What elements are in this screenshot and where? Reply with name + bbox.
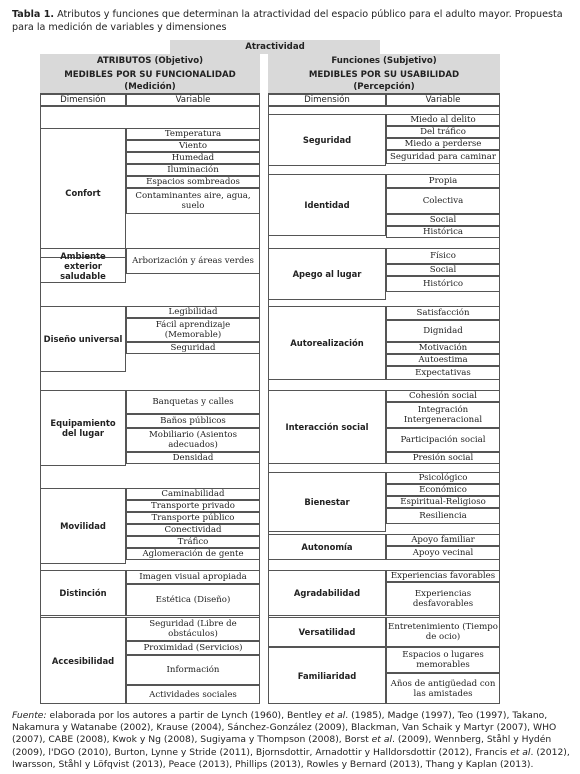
- left-variable-0-5: Contaminantes aire, agua, suelo: [135, 191, 251, 211]
- left-variable-3-2: Mobiliario (Asientos adecuados): [149, 430, 237, 450]
- left-variable-6-0: Seguridad (Libre de obstáculos): [149, 619, 237, 639]
- table-title: Atractividad: [170, 40, 380, 54]
- right-dimension-5: Bienestar: [304, 497, 350, 507]
- right-col-dimension: Dimensión: [304, 95, 350, 105]
- right-subheader-note: (Percepción): [268, 80, 500, 93]
- right-dimension-0: Seguridad: [302, 135, 352, 145]
- right-variable-1-2: Social: [429, 215, 457, 225]
- left-variable-2-1: Fácil aprendizaje (Memorable): [155, 320, 231, 340]
- right-variable-6-0: Apoyo familiar: [411, 535, 475, 545]
- left-variable-5-0: Imagen visual apropiada: [139, 572, 247, 582]
- left-variable-4-5: Aglomeración de gente: [142, 549, 244, 559]
- left-variable-6-2: Información: [166, 665, 220, 675]
- left-dimension-4: Movilidad: [60, 521, 106, 531]
- left-variable-3-1: Baños públicos: [160, 416, 226, 426]
- right-variable-3-1: Dignidad: [423, 326, 463, 336]
- left-variable-6-1: Proximidad (Servicios): [143, 643, 243, 653]
- right-variable-9-1: Años de antigüedad con las amistades: [390, 678, 496, 699]
- right-variable-0-2: Miedo a perderse: [404, 139, 482, 149]
- right-dimension-9: Familiaridad: [297, 670, 357, 681]
- right-variable-3-3: Autoestima: [418, 355, 468, 365]
- right-variable-2-2: Histórico: [422, 279, 464, 289]
- right-variable-7-1: Experiencias desfavorables: [412, 589, 474, 609]
- left-variable-2-0: Legibilidad: [168, 307, 218, 317]
- left-dimension-6: Accesibilidad: [51, 655, 115, 666]
- left-variable-4-3: Conectividad: [164, 525, 222, 535]
- right-dimension-8: Versatilidad: [298, 627, 356, 637]
- left-variable-1-0: Arborización y áreas verdes: [132, 256, 254, 266]
- left-dimension-0: Confort: [65, 188, 101, 198]
- left-header: ATRIBUTOS (Objetivo): [40, 54, 260, 68]
- left-variable-0-0: Temperatura: [164, 129, 222, 139]
- right-variable-0-3: Seguridad para caminar: [390, 152, 496, 162]
- right-variable-3-2: Motivación: [418, 343, 468, 353]
- left-subheader: MEDIBLES POR SU FUNCIONALIDAD: [40, 68, 260, 81]
- table-caption: [12, 8, 572, 34]
- left-variable-0-2: Humedad: [171, 153, 215, 163]
- right-variable-7-0: Experiencias favorables: [390, 571, 496, 581]
- left-variable-2-2: Seguridad: [170, 343, 216, 353]
- right-variable-2-0: Físico: [430, 251, 456, 261]
- left-dimension-1: Ambiente exterior saludable: [60, 250, 106, 281]
- caption-text: Atributos y funciones que determinan la atractividad del espacio público para el adulto mayor. Propuesta para la medición de variables y dimensiones: [12, 9, 563, 33]
- right-variable-6-1: Apoyo vecinal: [412, 548, 474, 558]
- right-variable-1-1: Colectiva: [422, 196, 464, 206]
- source-note: Fuente: elaborada por los autores a partir de Lynch (1960), Bentley et al. (1985), Madge (1997), Teo (1997), Takano, Nakamura y Watanabe (2002), Krause (2004), Sánchez-González (2009), Blackman, Van Schaik y Martyr (2007), WHO (2007), CABE (2008), Kwok y Ng (2008), Sugiyama y Thompson (2008), Borst et al. (2009), Wennberg, Ståhl y Hydén (2009), l'DGO (2010), Burton, Lynne y Stride (2011), Bjornsdottir, Arnadottir y Halldorsdottir (2012), Francis et al. (2012), Iwarsson, Ståhl y Löfqvist (2013), Peace (2013), Phillips (2013), Rowles y Bernard (2013), Thang y Kaplan (2013).: [12, 710, 570, 770]
- right-dimension-2: Apego al lugar: [292, 269, 362, 279]
- left-col-dimension: Dimensión: [60, 95, 106, 105]
- right-dimension-7: Agradabilidad: [293, 588, 361, 598]
- left-dimension-2: Diseño universal: [43, 334, 123, 344]
- right-header: Funciones (Subjetivo): [268, 54, 500, 68]
- left-variable-5-1: Estética (Diseño): [155, 595, 231, 605]
- right-variable-0-0: Miedo al delito: [410, 115, 476, 125]
- caption-label: Tabla 1.: [12, 9, 55, 20]
- right-variable-5-3: Resiliencia: [419, 511, 467, 521]
- right-variable-8-0: Entretenimiento (Tiempo de ocio): [388, 622, 498, 642]
- right-variable-4-0: Cohesión social: [409, 391, 477, 401]
- left-variable-4-0: Caminabilidad: [161, 489, 225, 499]
- right-variable-3-4: Expectativas: [415, 368, 471, 378]
- source-label: Fuente:: [12, 710, 47, 721]
- left-dimension-5: Distinción: [59, 588, 107, 598]
- left-variable-0-3: Iluminación: [167, 165, 219, 175]
- right-dimension-6: Autonomía: [301, 542, 353, 552]
- right-dimension-4: Interacción social: [285, 422, 369, 432]
- attractiveness-table: [40, 40, 560, 704]
- left-variable-4-2: Transporte público: [151, 513, 235, 523]
- left-variable-0-1: Viento: [178, 141, 208, 151]
- right-variable-1-3: Histórica: [422, 227, 464, 237]
- left-dimension-3: Equipamiento del lugar: [50, 418, 116, 438]
- left-variable-3-3: Densidad: [172, 453, 214, 463]
- left-variable-6-3: Actividades sociales: [149, 689, 237, 700]
- right-body-frame: [268, 106, 500, 704]
- right-variable-3-0: Satisfacción: [416, 308, 470, 318]
- right-variable-4-1: Integración Intergeneracional: [403, 405, 483, 425]
- right-subheader: MEDIBLES POR SU USABILIDAD: [268, 68, 500, 81]
- right-variable-5-1: Económico: [419, 485, 467, 495]
- left-variable-3-0: Banquetas y calles: [152, 397, 234, 407]
- right-variable-4-3: Presión social: [412, 453, 474, 463]
- right-dimension-1: Identidad: [304, 200, 350, 210]
- right-variable-9-0: Espacios o lugares memorables: [402, 650, 484, 670]
- right-variable-0-1: Del tráfico: [420, 127, 466, 137]
- right-variable-1-0: Propia: [428, 176, 458, 186]
- right-variable-5-2: Espiritual-Religioso: [400, 497, 486, 507]
- left-col-variable: Variable: [175, 95, 211, 105]
- right-variable-4-2: Participación social: [400, 435, 486, 445]
- left-body-frame: [40, 106, 260, 704]
- left-subheader-note: (Medición): [40, 80, 260, 93]
- right-variable-2-1: Social: [429, 265, 457, 275]
- left-variable-4-1: Transporte privado: [151, 501, 235, 511]
- left-variable-0-4: Espacios sombreados: [146, 177, 240, 187]
- left-variable-4-4: Tráfico: [177, 537, 209, 547]
- right-variable-5-0: Psicológico: [418, 473, 468, 483]
- right-col-variable: Variable: [425, 95, 461, 105]
- right-dimension-3: Autorealización: [290, 338, 364, 348]
